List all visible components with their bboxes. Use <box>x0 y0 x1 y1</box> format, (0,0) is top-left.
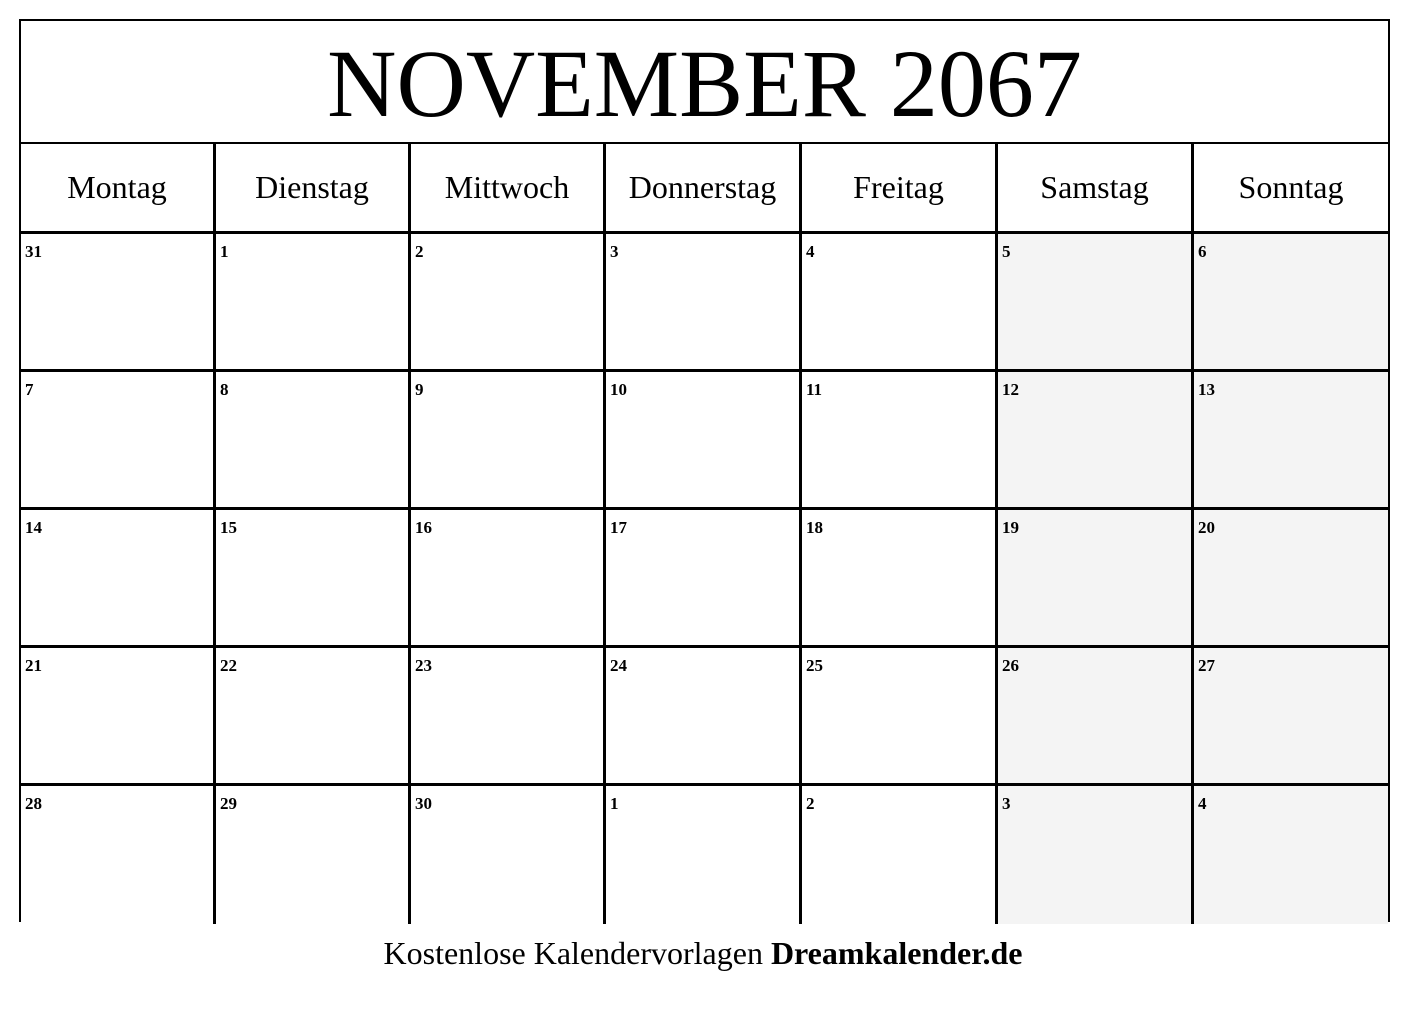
day-cell <box>802 510 998 648</box>
day-cell <box>606 234 802 372</box>
day-cell <box>21 234 216 372</box>
day-cell <box>216 372 411 510</box>
day-number: 12 <box>1002 380 1019 399</box>
day-number: 28 <box>25 794 42 813</box>
day-cell <box>411 234 606 372</box>
day-cell-weekend <box>1194 372 1388 510</box>
day-number: 25 <box>806 656 823 675</box>
day-number: 18 <box>806 518 823 537</box>
day-number: 10 <box>610 380 627 399</box>
day-cell <box>216 234 411 372</box>
weekday-header-wednesday: Mittwoch <box>411 142 606 234</box>
day-number: 24 <box>610 656 627 675</box>
day-number: 23 <box>415 656 432 675</box>
footer-text: Kostenlose Kalendervorlagen <box>383 935 763 971</box>
day-cell <box>606 372 802 510</box>
day-cell <box>411 510 606 648</box>
day-cell <box>802 786 998 924</box>
weekday-header-thursday: Donnerstag <box>606 142 802 234</box>
day-number: 17 <box>610 518 627 537</box>
day-cell-weekend <box>998 372 1194 510</box>
day-number: 6 <box>1198 242 1207 261</box>
day-number: 14 <box>25 518 42 537</box>
day-number: 7 <box>25 380 34 399</box>
day-cell-weekend <box>998 786 1194 924</box>
day-cell <box>606 510 802 648</box>
weekday-header-tuesday: Dienstag <box>216 142 411 234</box>
day-number: 1 <box>610 794 619 813</box>
weekday-header-monday: Montag <box>21 142 216 234</box>
page-title: NOVEMBER 2067 <box>327 29 1082 137</box>
day-cell <box>21 786 216 924</box>
day-number: 2 <box>806 794 815 813</box>
day-number: 4 <box>1198 794 1207 813</box>
weekday-header-sunday: Sonntag <box>1194 142 1388 234</box>
day-number: 1 <box>220 242 229 261</box>
day-cell <box>216 510 411 648</box>
day-number: 3 <box>610 242 619 261</box>
day-cell <box>411 372 606 510</box>
day-cell <box>21 510 216 648</box>
day-cell <box>802 648 998 786</box>
day-cell <box>216 648 411 786</box>
day-number: 20 <box>1198 518 1215 537</box>
day-cell <box>606 648 802 786</box>
day-number: 5 <box>1002 242 1011 261</box>
day-number: 19 <box>1002 518 1019 537</box>
day-number: 16 <box>415 518 432 537</box>
day-number: 31 <box>25 242 42 261</box>
day-cell <box>21 372 216 510</box>
day-cell-weekend <box>998 510 1194 648</box>
footer-brand-link[interactable]: Dreamkalender.de <box>770 935 1023 971</box>
day-cell <box>411 786 606 924</box>
calendar-title-bar <box>21 21 1388 144</box>
day-cell <box>216 786 411 924</box>
calendar-grid <box>21 142 1388 924</box>
day-number: 26 <box>1002 656 1019 675</box>
footer <box>0 935 1406 972</box>
day-number: 11 <box>806 380 823 399</box>
calendar <box>19 19 1390 922</box>
day-number: 9 <box>415 380 424 399</box>
day-number: 21 <box>25 656 42 675</box>
day-cell <box>606 786 802 924</box>
day-number: 29 <box>220 794 237 813</box>
day-cell-weekend <box>998 648 1194 786</box>
day-cell <box>802 372 998 510</box>
day-cell <box>21 648 216 786</box>
day-cell <box>411 648 606 786</box>
weekday-header-saturday: Samstag <box>998 142 1194 234</box>
day-number: 2 <box>415 242 424 261</box>
day-number: 13 <box>1198 380 1215 399</box>
day-cell-weekend <box>1194 786 1388 924</box>
day-cell-weekend <box>1194 234 1388 372</box>
day-cell-weekend <box>1194 648 1388 786</box>
day-cell-weekend <box>998 234 1194 372</box>
day-number: 27 <box>1198 656 1215 675</box>
day-number: 3 <box>1002 794 1011 813</box>
day-cell-weekend <box>1194 510 1388 648</box>
day-number: 22 <box>220 656 237 675</box>
day-number: 4 <box>806 242 815 261</box>
day-number: 8 <box>220 380 229 399</box>
day-number: 30 <box>415 794 432 813</box>
day-number: 15 <box>220 518 237 537</box>
day-cell <box>802 234 998 372</box>
weekday-header-friday: Freitag <box>802 142 998 234</box>
